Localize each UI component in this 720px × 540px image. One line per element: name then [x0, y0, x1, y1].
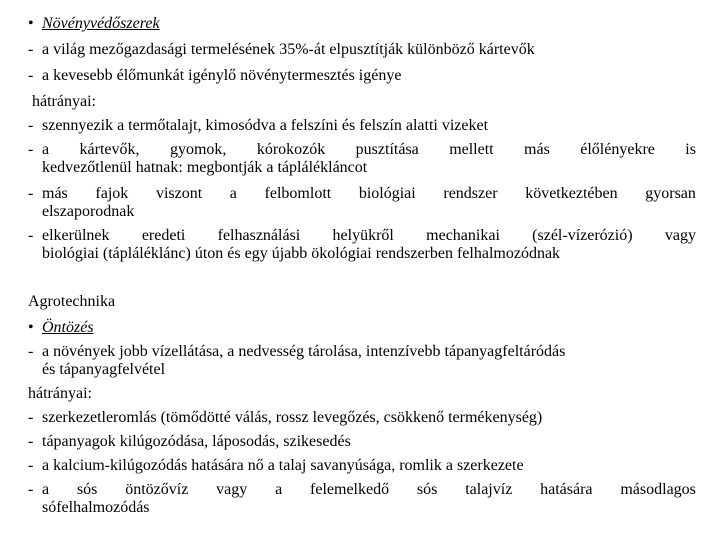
dash-marker: -: [28, 185, 34, 202]
dash-marker: -: [28, 117, 34, 134]
drawbacks-label: hátrányai:: [28, 385, 92, 402]
dash-marker: -: [28, 67, 34, 84]
drawback-item: [28, 456, 524, 476]
dash-marker: -: [28, 41, 34, 58]
drawback-text: a kalcium-kilúgozódás hatására nő a talaj savanyúsága, romlik a szerkezete: [42, 457, 524, 474]
bullet-item-ontozes: [28, 318, 94, 338]
section-title-agrotechnika: Agrotechnika: [28, 293, 116, 310]
drawback-item: [28, 140, 696, 160]
drawback-item: [28, 408, 542, 428]
drawback-item: [28, 432, 351, 452]
bullet-marker: •: [28, 319, 34, 336]
dash-marker: -: [28, 457, 34, 474]
drawback-item: [28, 480, 696, 500]
bullet-marker: •: [28, 15, 34, 32]
point-item: [28, 342, 565, 362]
drawback-line-justified: a kártevők, gyomok, kórokozók pusztítása mellett más élőlényekre is: [42, 141, 696, 158]
drawback-continuation: sófelhalmozódás: [42, 499, 150, 516]
point-text: a növények jobb vízellátása, a nedvesség tárolása, intenzívebb tápanyagfeltáródás: [42, 343, 566, 360]
bullet-item-novenyvedoszerek: [28, 14, 160, 34]
dash-marker: -: [28, 227, 34, 244]
drawback-text: szerkezetleromlás (tömődötté válás, rossz levegőzés, csökkenő termékenység): [42, 409, 543, 426]
drawback-line-justified: más fajok viszont a felbomlott biológiai rendszer következtében gyorsan: [42, 185, 696, 202]
point-item: [28, 66, 401, 86]
drawback-item: [28, 184, 696, 204]
dash-marker: -: [28, 433, 34, 450]
point-item: [28, 40, 535, 60]
drawback-item: [28, 116, 488, 136]
dash-marker: -: [28, 141, 34, 158]
point-text: a világ mezőgazdasági termelésének 35%-át elpusztítják különböző kártevők: [42, 41, 535, 58]
drawback-text: tápanyagok kilúgozódása, láposodás, szikesedés: [42, 433, 351, 450]
section-heading-novenyvedoszerek: Növényvédőszerek: [42, 15, 160, 32]
drawbacks-label: hátrányai:: [32, 93, 96, 110]
section-heading-ontozes: Öntözés: [42, 319, 94, 336]
drawback-line-justified: a sós öntözővíz vagy a felemelkedő sós talajvíz hatására másodlagos: [42, 481, 696, 498]
drawback-continuation: elszaporodnak: [42, 203, 135, 220]
drawback-line-justified: elkerülnek eredeti felhasználási helyükről mechanikai (szél-vízerózió) vagy: [42, 227, 696, 244]
drawback-text: szennyezik a termőtalajt, kimosódva a felszíni és felszín alatti vizeket: [42, 117, 489, 134]
dash-marker: -: [28, 409, 34, 426]
drawback-continuation: biológiai (tápláléklánc) úton és egy újabb ökológiai rendszerben felhalmozódnak: [42, 245, 561, 262]
drawback-item: [28, 226, 696, 246]
point-text: a kevesebb élőmunkát igénylő növénytermesztés igénye: [42, 67, 402, 84]
dash-marker: -: [28, 343, 34, 360]
point-continuation: és tápanyagfelvétel: [42, 361, 166, 378]
dash-marker: -: [28, 481, 34, 498]
drawback-continuation: kedvezőtlenül hatnak: megbontják a táplálékláncot: [42, 159, 368, 176]
